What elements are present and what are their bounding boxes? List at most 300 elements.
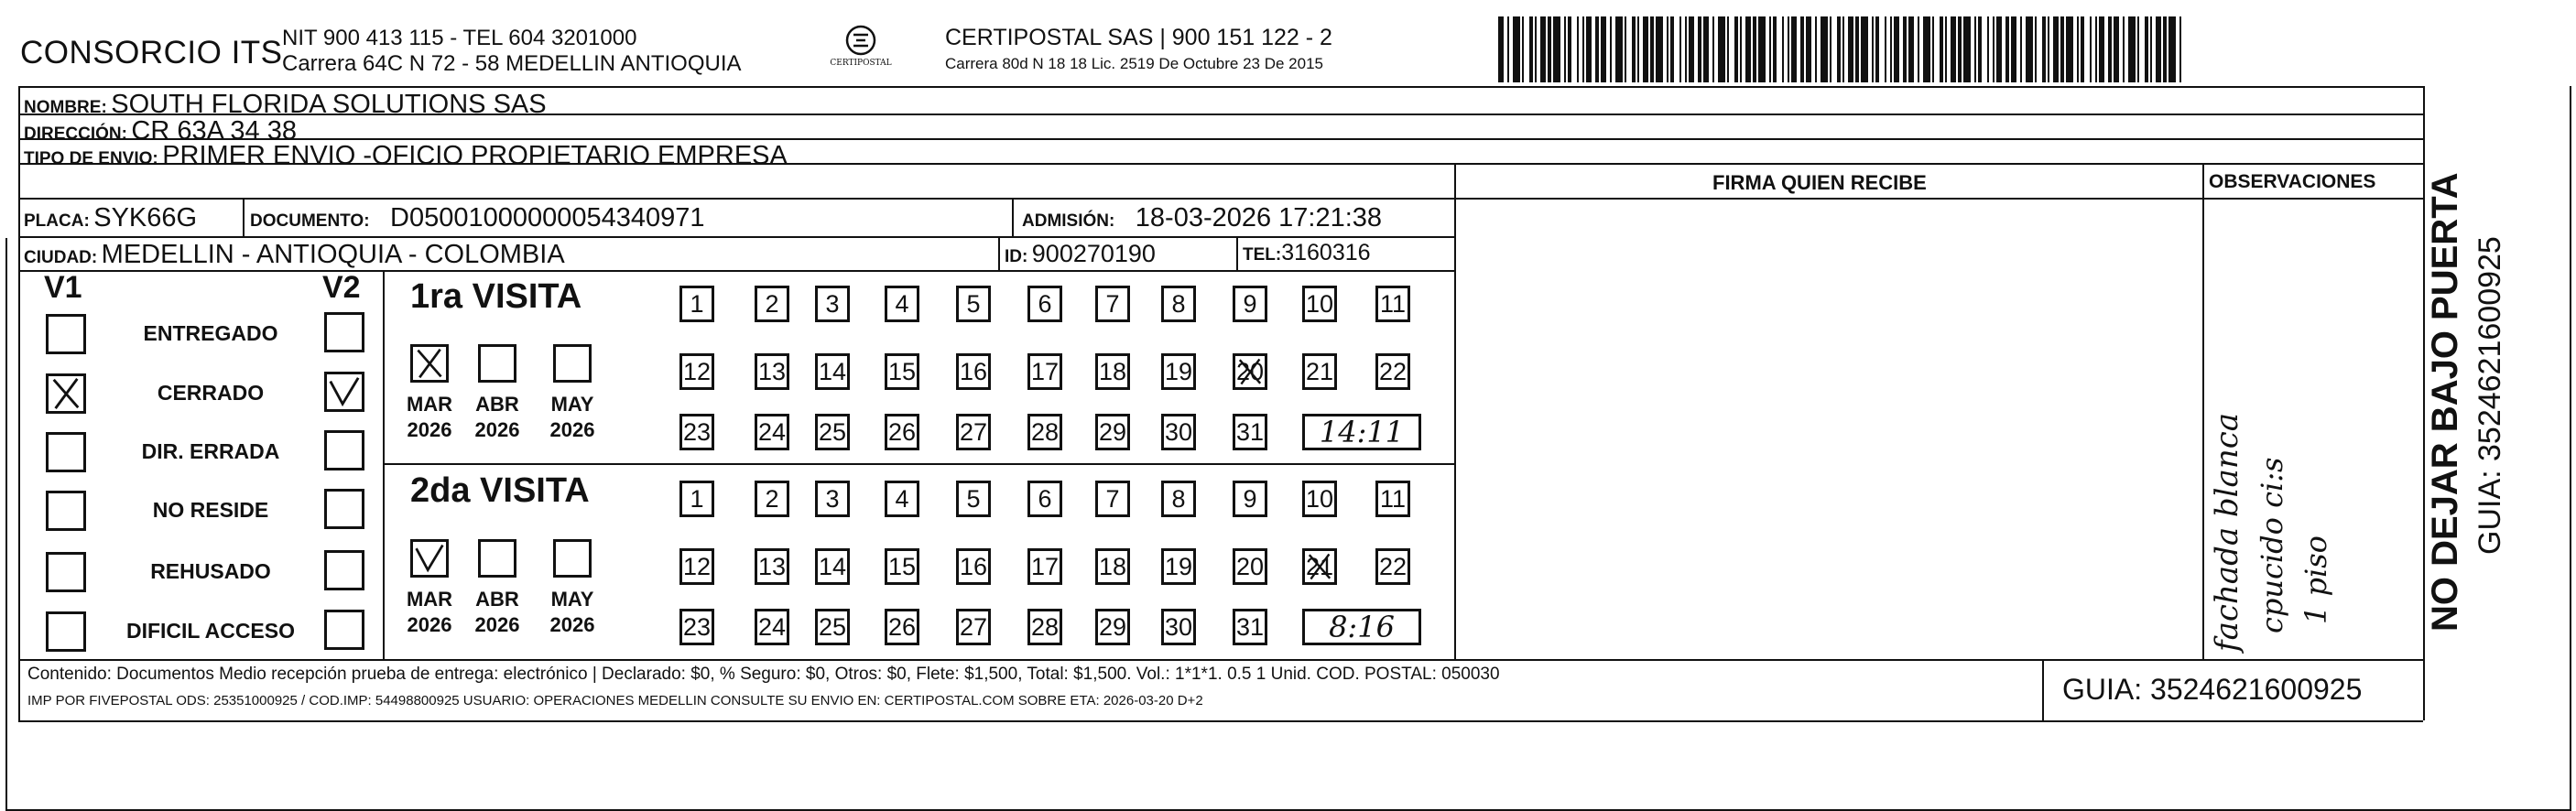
visit-1-day-20[interactable] [1233,353,1267,390]
visit-1-day-18[interactable] [1095,353,1130,390]
barcode-bar [1830,16,1831,82]
carrier-info-line1: CERTIPOSTAL SAS | 900 151 122 - 2 [945,25,1332,50]
barcode-bar [1769,16,1771,82]
barcode-bar [1601,16,1606,82]
visit-2-day-24[interactable] [755,609,789,645]
barcode-bar [1993,16,1994,82]
barcode-bar [1875,16,1879,82]
visit-1-month-checkbox[interactable] [410,344,449,383]
check-mark-icon [327,374,362,409]
status-v2-checkbox[interactable] [324,312,364,352]
barcode-bar [2168,16,2176,82]
status-v2-checkbox[interactable] [324,489,364,529]
id-field [1005,240,1156,268]
barcode-bar [1522,16,1524,82]
barcode-bar [2099,16,2104,82]
barcode-bar [1632,16,1636,82]
visit-1-day-24[interactable] [755,414,789,450]
tipo-value: PRIMER ENVIO -OFICIO PROPIETARIO EMPRESA [162,141,788,170]
footer-guia: GUIA: 3524621600925 [2062,673,2363,706]
divider [18,236,1454,238]
admision-value: 18-03-2026 17:21:38 [1135,203,1383,232]
day-number: 1 [690,485,704,513]
visit-2-day-19[interactable] [1161,548,1196,585]
day-number: 30 [1164,418,1193,446]
barcode-bar [1782,16,1784,82]
visit-1-day-8[interactable] [1161,286,1196,322]
status-v2-checkbox[interactable] [324,372,364,412]
divider [18,720,2423,722]
observaciones-line-2: cpucido ci:s [2255,457,2289,633]
status-v2-checkbox[interactable] [324,430,364,470]
visit-2-day-13[interactable] [755,548,789,585]
divider [2202,163,2204,659]
status-v2-checkbox[interactable] [324,550,364,590]
divider [18,270,1454,272]
day-number: 31 [1235,418,1265,446]
v2-label: V2 [322,270,361,305]
barcode-bar [1577,16,1579,82]
visit-2-day-10[interactable] [1302,481,1337,517]
day-number: 30 [1164,613,1193,641]
x-mark-icon [1305,551,1334,582]
day-number: 19 [1164,553,1193,580]
visit-1-day-11[interactable] [1375,286,1410,322]
visit-2-day-14[interactable] [815,548,850,585]
day-number: 23 [682,418,712,446]
visit-2-day-26[interactable] [885,609,919,645]
side-warning: NO DEJAR BAJO PUERTA [2425,172,2465,632]
day-number: 2 [765,485,779,513]
divider [18,86,2423,88]
barcode-bar [1586,16,1592,82]
barcode-bar [1507,16,1509,82]
visit-2-time-box[interactable]: 8:16 [1302,609,1421,645]
certipostal-logo [829,22,893,77]
day-number: 26 [887,418,917,446]
visit-1-year-label: 2026 [474,418,520,441]
day-number: 24 [757,418,787,446]
documento-value: D05001000000054340971 [390,203,705,232]
visit-1-day-7[interactable] [1095,286,1130,322]
footer-content-line: Contenido: Documentos Medio recepción prueba de entrega: electrónico | Declarado: $0, % Seguro: $0, Otros: $0, Flete: $1,500, Total: $1,500. Vol.: 1*1*1. 0.5 1 Unid. COD. POSTAL: 050030 [27,665,1500,684]
barcode-bar [1855,16,1859,82]
barcode-bar [1837,16,1841,82]
placa-field [24,203,197,233]
v1-label: V1 [44,270,82,305]
visit-2-day-5[interactable] [956,481,991,517]
visit-2-day-21[interactable] [1302,548,1337,585]
ciudad-value: MEDELLIN - ANTIOQUIA - COLOMBIA [101,240,565,269]
barcode-bar [2011,16,2016,82]
barcode-bar [2053,16,2059,82]
visit-2-month-checkbox[interactable] [553,539,592,578]
day-number: 11 [1379,290,1407,318]
day-number: 17 [1030,553,1060,580]
barcode-bar [1894,16,1899,82]
barcode-bar [1848,16,1853,82]
barcode-bar [1568,16,1571,82]
barcode-bar [1903,16,1907,82]
tel-label: TEL: [1243,245,1282,265]
visit-2-day-22[interactable] [1375,548,1410,585]
day-number: 29 [1098,613,1127,641]
day-number: 10 [1305,485,1334,513]
day-number: 16 [959,553,988,580]
barcode-bar [1595,16,1599,82]
status-v1-checkbox[interactable] [46,552,86,592]
barcode-bar [1958,16,1962,82]
visit-1-day-28[interactable] [1027,414,1062,450]
barcode-bar [1650,16,1654,82]
divider [18,86,20,720]
company-info-line2: Carrera 64C N 72 - 58 MEDELLIN ANTIOQUIA [282,51,742,76]
visit-2-day-4[interactable] [885,481,919,517]
day-number: 15 [887,358,917,385]
barcode-bar [1529,16,1533,82]
visit-1-month-label: ABR [475,393,519,416]
barcode-bar [1788,16,1789,82]
visit-1-day-16[interactable] [956,353,991,390]
nombre-value: SOUTH FLORIDA SOLUTIONS SAS [111,90,547,119]
status-v2-checkbox[interactable] [324,610,364,650]
day-number: 2 [765,290,779,318]
day-number: 14 [818,358,847,385]
visit-2-month-label: ABR [475,588,519,611]
firma-label: FIRMA QUIEN RECIBE [1712,171,1927,194]
divider [1454,198,2423,200]
day-number: 16 [959,358,988,385]
day-number: 11 [1379,485,1407,513]
barcode-bar [1773,16,1777,82]
direccion-value: CR 63A 34 38 [131,116,297,146]
x-mark-icon [49,376,83,411]
barcode-bar [2035,16,2037,82]
documento-label: DOCUMENTO: [250,211,370,231]
visit-2-day-15[interactable] [885,548,919,585]
barcode-bar [2090,16,2092,82]
visit-1-time-box[interactable]: 14:11 [1302,414,1421,450]
barcode-bar [1940,16,1943,82]
divider [998,236,1000,270]
day-number: 15 [887,553,917,580]
visit-1-day-5[interactable] [956,286,991,322]
barcode-bar [1513,16,1520,82]
visit-2-day-3[interactable] [815,481,850,517]
day-number: 25 [818,418,847,446]
day-number: 1 [690,290,704,318]
divider [18,659,2423,661]
carrier-info-line2: Carrera 80d N 18 18 Lic. 2519 De Octubre 23 De 2015 [945,55,1323,72]
day-number: 8 [1171,290,1186,318]
day-number: 13 [757,358,787,385]
visit-2-day-18[interactable] [1095,548,1130,585]
visit-2-day-7[interactable] [1095,481,1130,517]
barcode-bar [1908,16,1914,82]
barcode-bar [2026,16,2033,82]
barcode-bar [2081,16,2084,82]
day-number: 9 [1243,485,1257,513]
day-number: 21 [1305,553,1334,580]
visit-1-day-23[interactable] [679,414,714,450]
day-number: 4 [895,485,909,513]
barcode-bar [1734,16,1738,82]
visit-1-day-1[interactable] [679,286,714,322]
barcode-bar [1564,16,1566,82]
barcode-bar [1945,16,1947,82]
barcode-bar [2005,16,2009,82]
day-number: 25 [818,613,847,641]
day-number: 29 [1098,418,1127,446]
ciudad-field [24,240,565,270]
barcode-bar [2048,16,2049,82]
barcode-bar [1712,16,1714,82]
barcode-bar [1582,16,1584,82]
visit-1-day-19[interactable] [1161,353,1196,390]
status-v1-checkbox[interactable] [46,432,86,472]
barcode-bar [2042,16,2046,82]
divider [2042,659,2044,720]
divider [1454,163,1456,659]
visit-1-day-4[interactable] [885,286,919,322]
barcode-bar [1727,16,1729,82]
day-number: 27 [959,613,988,641]
barcode-bar [1540,16,1546,82]
barcode-bar [2123,16,2125,82]
visit-1-day-13[interactable] [755,353,789,390]
visit-2-day-6[interactable] [1027,481,1062,517]
observaciones-label: OBSERVACIONES [2209,171,2376,192]
barcode-bar [1932,16,1934,82]
day-number: 3 [825,290,840,318]
barcode [1498,16,2183,82]
visit-2-day-2[interactable] [755,481,789,517]
visit-1-year-label: 2026 [549,418,595,441]
visit-1-month-label: MAY [550,393,594,416]
day-number: 7 [1105,485,1120,513]
barcode-bar [1815,16,1817,82]
barcode-bar [1885,16,1886,82]
barcode-bar [1753,16,1756,82]
footer-print-line: IMP POR FIVEPOSTAL ODS: 25351000925 / COD.IMP: 54498800925 USUARIO: OPERACIONES MEDELLIN CONSULTE SU ENVIO EN: CERTIPOSTAL.COM SOBRE ETA: 2026-03-20 D+2 [27,693,1203,708]
day-number: 14 [818,553,847,580]
barcode-bar [1679,16,1681,82]
barcode-bar [1553,16,1560,82]
barcode-bar [2108,16,2112,82]
visit-1-day-29[interactable] [1095,414,1130,450]
visit-2-day-8[interactable] [1161,481,1196,517]
visit-1-day-3[interactable] [815,286,850,322]
status-label: DIR. ERRADA [141,439,280,463]
visit-2-day-30[interactable] [1161,609,1196,645]
visit-2-day-28[interactable] [1027,609,1062,645]
day-number: 6 [1038,290,1052,318]
barcode-bar [2077,16,2079,82]
visit-2-day-29[interactable] [1095,609,1130,645]
side-guia: GUIA: 3524621600925 [2473,236,2507,555]
visit-1-day-27[interactable] [956,414,991,450]
barcode-bar [2156,16,2161,82]
barcode-bar [1987,16,1989,82]
day-number: 10 [1305,290,1334,318]
barcode-bar [1625,16,1626,82]
placa-label: PLACA: [24,211,90,231]
visit-1-day-25[interactable] [815,414,850,450]
divider [1012,198,1014,236]
day-number: 22 [1378,358,1408,385]
tipo-label: TIPO DE ENVIO: [24,149,158,168]
page-edge [2570,86,2571,811]
day-number: 7 [1105,290,1120,318]
x-mark-icon [1235,356,1265,387]
barcode-bar [1745,16,1751,82]
visit-2-day-12[interactable] [679,548,714,585]
day-number: 5 [966,290,981,318]
status-v1-checkbox[interactable] [46,491,86,531]
observaciones-line-1: fachada blanca [2209,412,2245,652]
day-number: 3 [825,485,840,513]
day-number: 9 [1243,290,1257,318]
barcode-bar [1637,16,1639,82]
barcode-bar [1791,16,1797,82]
visit-1-day-10[interactable] [1302,286,1337,322]
visit-2-month-label: MAY [550,588,594,611]
visit-1-day-2[interactable] [755,286,789,322]
visit-1-day-14[interactable] [815,353,850,390]
barcode-bar [1535,16,1537,82]
barcode-bar [2163,16,2167,82]
visit-1-month-label: MAR [406,393,453,416]
visit-1-day-6[interactable] [1027,286,1062,322]
observaciones-line-3: 1 piso [2299,535,2333,624]
status-label: DIFICIL ACCESO [125,619,295,643]
visit-2-day-17[interactable] [1027,548,1062,585]
barcode-bar [1615,16,1623,82]
nombre-label: NOMBRE: [24,98,107,117]
status-v1-checkbox[interactable] [46,314,86,354]
visit-1-day-12[interactable] [679,353,714,390]
barcode-bar [2060,16,2064,82]
day-number: 19 [1164,358,1193,385]
admision-field [1022,203,1382,233]
barcode-bar [1806,16,1811,82]
barcode-bar [1978,16,1982,82]
barcode-bar [1718,16,1725,82]
day-number: 12 [682,553,712,580]
barcode-bar [2179,16,2181,82]
visit-2-year-label: 2026 [474,613,520,636]
barcode-bar [1698,16,1701,82]
barcode-bar [1703,16,1709,82]
day-number: 18 [1098,358,1127,385]
direccion-label: DIRECCIÓN: [24,124,127,144]
barcode-bar [2145,16,2148,82]
barcode-bar [2114,16,2119,82]
visit-2-day-20[interactable] [1233,548,1267,585]
visit-1-day-9[interactable] [1233,286,1267,322]
visit-1-day-21[interactable] [1302,353,1337,390]
visit-1-day-31[interactable] [1233,414,1267,450]
ciudad-label: CIUDAD: [24,248,98,267]
barcode-bar [2095,16,2097,82]
barcode-bar [1667,16,1668,82]
barcode-bar [1548,16,1551,82]
barcode-bar [1918,16,1919,82]
day-number: 23 [682,613,712,641]
barcode-bar [1656,16,1663,82]
status-label: CERRADO [157,381,265,405]
company-name: CONSORCIO ITS [20,35,283,70]
visit-2-day-25[interactable] [815,609,850,645]
barcode-bar [1963,16,1971,82]
divider [18,138,2423,140]
day-number: 18 [1098,553,1127,580]
certipostal-logo-icon [829,22,893,77]
visit-1-year-label: 2026 [407,418,452,441]
tel-value: 3160316 [1281,240,1371,265]
visit-2-month-label: MAR [406,588,453,611]
visit-1-day-30[interactable] [1161,414,1196,450]
barcode-bar [1610,16,1612,82]
visit-2-month-checkbox[interactable] [410,539,449,578]
visit-2-day-16[interactable] [956,548,991,585]
barcode-bar [1923,16,1930,82]
divider [243,198,245,236]
visit-1-day-15[interactable] [885,353,919,390]
visit-2-day-23[interactable] [679,609,714,645]
tipo-row [24,141,788,171]
admision-label: ADMISIÓN: [1022,211,1115,231]
day-number: 22 [1378,553,1408,580]
tel-field [1243,240,1371,266]
id-label: ID: [1005,247,1028,266]
visit-2-year-label: 2026 [549,613,595,636]
visit-2-month-checkbox[interactable] [478,539,516,578]
day-number: 24 [757,613,787,641]
visit-2-day-31[interactable] [1233,609,1267,645]
status-v1-checkbox[interactable] [46,373,86,414]
visit-2-day-11[interactable] [1375,481,1410,517]
visit-1-day-26[interactable] [885,414,919,450]
documento-field [250,203,705,233]
visit-1-day-22[interactable] [1375,353,1410,390]
day-number: 5 [966,485,981,513]
day-number: 4 [895,290,909,318]
barcode-bar [1643,16,1648,82]
visit-2-title: 2da VISITA [410,471,590,510]
visit-1-month-checkbox[interactable] [553,344,592,383]
visit-1-month-checkbox[interactable] [478,344,516,383]
day-number: 8 [1171,485,1186,513]
status-label: REHUSADO [150,559,271,583]
visit-2-day-1[interactable] [679,481,714,517]
barcode-bar [2128,16,2136,82]
barcode-bar [1996,16,2002,82]
page-edge [5,238,7,811]
status-v1-checkbox[interactable] [46,611,86,652]
barcode-bar [1872,16,1874,82]
day-number: 20 [1235,358,1265,385]
placa-value: SYK66G [93,203,198,232]
visit-2-day-27[interactable] [956,609,991,645]
visit-2-day-9[interactable] [1233,481,1267,517]
barcode-bar [2150,16,2152,82]
day-number: 13 [757,553,787,580]
day-number: 31 [1235,613,1265,641]
visit-1-day-17[interactable] [1027,353,1062,390]
status-label: NO RESIDE [152,498,269,522]
barcode-bar [1890,16,1892,82]
